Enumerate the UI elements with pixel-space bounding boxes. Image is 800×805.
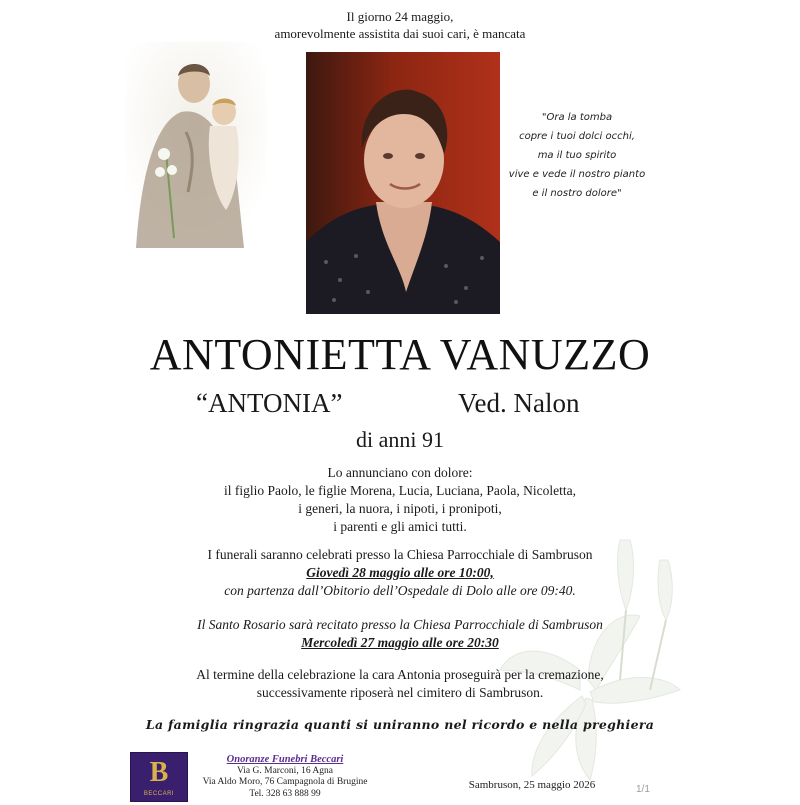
- logo-letter: B: [149, 757, 169, 788]
- funeral-home-logo: [130, 752, 188, 802]
- quote-line-2: copre i tuoi dolci occhi,: [519, 131, 635, 142]
- deceased-name: ANTONIETTA VANUZZO: [149, 330, 651, 379]
- page-number: 1/1: [636, 784, 650, 795]
- intro-line-2: amorevolmente assistita dai suoi cari, è mancata: [274, 26, 526, 41]
- closing-line-1: Al termine della celebrazione la cara Antonia proseguirà per la cremazione,: [196, 667, 604, 682]
- funeral-line-3: con partenza dall’Obitorio dell’Ospedale di Dolo alle ore 09:40.: [224, 583, 576, 598]
- announcement-line-3: i generi, la nuora, i nipoti, i pronipoti,: [298, 501, 502, 516]
- memorial-quote: [502, 108, 652, 203]
- funeral-home-address-2: Via Aldo Moro, 76 Campagnola di Brugine: [202, 777, 368, 787]
- funeral-line-1: I funerali saranno celebrati presso la Chiesa Parrocchiale di Sambruson: [207, 547, 593, 562]
- rosary-block: [116, 616, 684, 652]
- funeral-date: Giovedì 28 maggio alle ore 10:00,: [306, 565, 494, 580]
- intro-line-1: Il giorno 24 maggio,: [346, 9, 454, 24]
- saint-image: [126, 42, 266, 248]
- logo-text: BECCARI: [143, 791, 175, 797]
- deceased-age: di anni 91: [356, 427, 444, 452]
- rosary-date: Mercoledì 27 maggio alle ore 20:30: [301, 635, 499, 650]
- place-and-date: Sambruson, 25 maggio 2026: [468, 779, 596, 791]
- quote-line-1: "Ora la tomba: [541, 112, 613, 123]
- announcement-line-1: Lo annunciano con dolore:: [327, 465, 473, 480]
- announcement-block: [116, 464, 684, 536]
- announcement-line-4: i parenti e gli amici tutti.: [333, 519, 467, 534]
- funeral-block: [116, 546, 684, 600]
- closing-line-2: successivamente riposerà nel cimitero di Sambruson.: [256, 685, 544, 700]
- funeral-home-phone: Tel. 328 63 888 99: [249, 788, 321, 799]
- quote-line-4: vive e vede il nostro pianto: [508, 169, 646, 180]
- portrait-photo: [306, 52, 500, 314]
- funeral-home-name: Onoranze Funebri Beccari: [226, 754, 344, 765]
- quote-line-5: e il nostro dolore": [532, 188, 622, 199]
- funeral-home-address-1: Via G. Marconi, 16 Agna: [237, 765, 333, 776]
- funeral-home-info: [190, 754, 380, 800]
- deceased-nickname: “ANTONIA”: [196, 388, 343, 418]
- announcement-line-2: il figlio Paolo, le figlie Morena, Lucia, Luciana, Paola, Nicoletta,: [223, 483, 576, 498]
- widow-surname: Ved. Nalon: [458, 388, 580, 418]
- rosary-line-1: Il Santo Rosario sarà recitato presso la Chiesa Parrocchiale di Sambruson: [197, 617, 603, 632]
- closing-block: [116, 666, 684, 702]
- quote-line-3: ma il tuo spirito: [537, 150, 617, 161]
- family-thanks: La famiglia ringrazia quanti si uniranno nel ricordo e nella preghiera: [145, 717, 655, 732]
- intro-text: [116, 8, 684, 42]
